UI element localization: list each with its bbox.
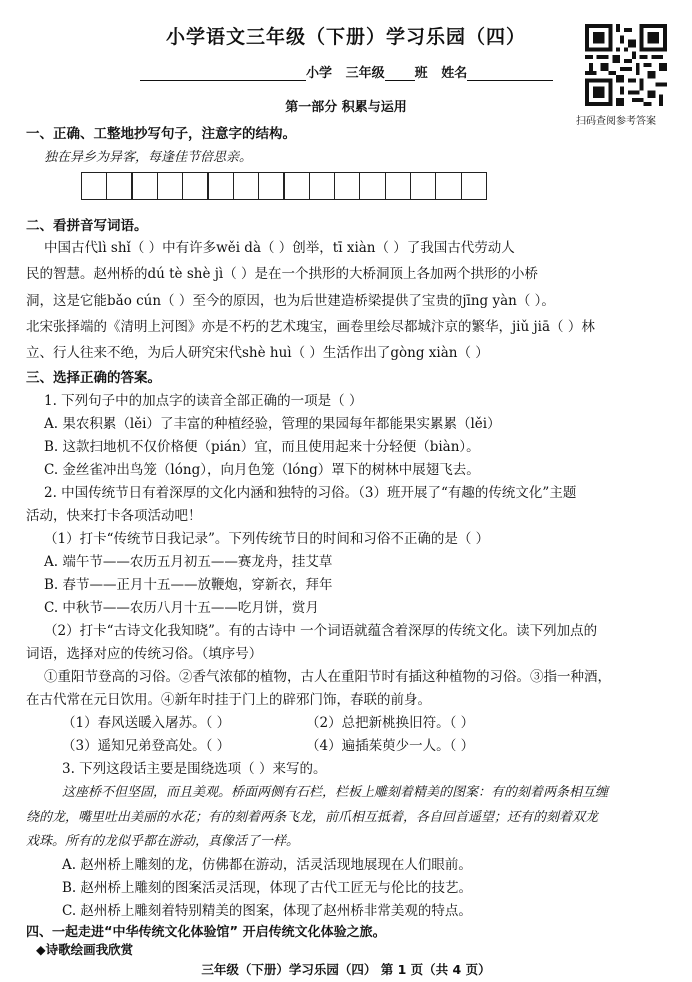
section3-heading: 三、选择正确的答案。 <box>26 370 161 386</box>
school-blank[interactable] <box>140 66 306 81</box>
pinyin-line-1: 中国古代lì shǐ（ ）中有许多wěi dà（ ）创举，tī xiàn（ ）了我国古代劳动人 <box>44 240 515 256</box>
part-title: 第一部分 积累与运用 <box>285 100 407 115</box>
q1-option-a: A. 果农积累（lěi）了丰富的种植经验，管理的果园每年都能果实累累（lěi） <box>44 416 501 432</box>
grid-cell[interactable] <box>385 172 412 200</box>
name-label: 姓名 <box>441 66 468 81</box>
copy-sentence: 独在异乡为异客，每逢佳节倍思亲。 <box>44 150 253 165</box>
grid-cell[interactable] <box>207 172 234 200</box>
grid-cell[interactable] <box>157 172 184 200</box>
poem-1: （1）春风送暖入屠苏。（ ） <box>62 715 231 731</box>
q2-sub1-stem: （1）打卡“传统节日我记录”。下列传统节日的时间和习俗不正确的是（ ） <box>44 531 490 547</box>
page-title: 小学语文三年级（下册）学习乐园（四） <box>165 26 526 48</box>
grid-cell[interactable] <box>131 172 158 200</box>
pinyin-line-4: 北宋张择端的《清明上河图》亦是不朽的艺术瑰宝，画卷里绘尽都城汴京的繁华，jiǔ jiā（ ）林 <box>26 319 595 335</box>
grid-cell[interactable] <box>461 172 488 200</box>
grid-cell[interactable] <box>258 172 285 200</box>
q3-stem: 3. 下列这段话主要是围绕选项（ ）来写的。 <box>62 761 327 777</box>
q1-stem: 1. 下列句子中的加点字的读音全部正确的一项是（ ） <box>44 393 363 409</box>
grid-cell[interactable] <box>283 172 310 200</box>
q2-intro-2: 活动，快来打卡各项活动吧！ <box>26 508 202 524</box>
writing-grid[interactable] <box>82 172 487 200</box>
pinyin-line-3: 洞，这是它能bǎo cún（ ）至今的原因，也为后世建造桥梁提供了宝贵的jīng yàn（ ）。 <box>26 293 555 309</box>
grid-cell[interactable] <box>106 172 133 200</box>
poem-3: （3）遥知兄弟登高处。（ ） <box>62 738 231 754</box>
customs-line-2: 在古代常在元日饮用。④新年时挂于门上的辟邪门饰，春联的前身。 <box>26 692 431 708</box>
page-footer: 三年级（下册）学习乐园（四） 第 1 页（共 4 页） <box>201 962 491 977</box>
pinyin-line-2: 民的智慧。赵州桥的dú tè shè jì（ ）是在一个拱形的大桥洞顶上各加两个拱形的小桥 <box>26 266 539 282</box>
customs-line-1: ①重阳节登高的习俗。②香气浓郁的植物，古人在重阳节时有插这种植物的习俗。③指一种酒， <box>44 669 611 685</box>
school-label: 小学 <box>306 66 333 81</box>
grade-label: 三年级 <box>345 66 385 81</box>
grid-cell[interactable] <box>334 172 361 200</box>
section4-sub: ◆诗歌绘画我欣赏 <box>36 942 134 957</box>
section4-heading: 四、一起走进“中华传统文化体验馆” 开启传统文化体验之旅。 <box>26 925 386 940</box>
q2-intro-1: 2. 中国传统节日有着深厚的文化内涵和独特的习俗。（3）班开展了“有趣的传统文化”主题 <box>44 485 577 501</box>
grid-cell[interactable] <box>233 172 260 200</box>
q3-passage-1: 这座桥不但坚固，而且美观。桥面两侧有石栏，栏板上雕刻着精美的图案：有的刻着两条相互缠 <box>62 785 609 800</box>
grid-cell[interactable] <box>182 172 209 200</box>
grid-cell[interactable] <box>435 172 462 200</box>
grid-cell[interactable] <box>410 172 437 200</box>
q2-sub1-option-b: B. 春节——正月十五——放鞭炮，穿新衣，拜年 <box>44 577 333 593</box>
poem-4: （4）遍插茱萸少一人。（ ） <box>306 738 475 754</box>
q1-option-c: C. 金丝雀冲出鸟笼（lóng），向月色笼（lóng）罩下的树林中展翅飞去。 <box>44 462 480 478</box>
grid-cell[interactable] <box>359 172 386 200</box>
poem-2: （2）总把新桃换旧符。（ ） <box>306 715 475 731</box>
section2-heading: 二、看拼音写词语。 <box>26 218 148 234</box>
q3-option-c: C. 赵州桥上雕刻着特别精美的图案，体现了赵州桥非常美观的特点。 <box>62 903 472 919</box>
q2-sub2-intro-1: （2）打卡“古诗文化我知晓”。有的古诗中 一个词语就蕴含着深厚的传统文化。读下列加点的 <box>44 623 598 639</box>
section1-heading: 一、正确、工整地抄写句子，注意字的结构。 <box>26 126 296 142</box>
name-blank[interactable] <box>467 66 553 81</box>
q3-passage-3: 戏珠。所有的龙似乎都在游动，真像活了一样。 <box>26 834 300 849</box>
student-info-line <box>140 62 553 81</box>
pinyin-line-5: 立、行人往来不绝，为后人研究宋代shè huì（ ）生活作出了gòng xiàn（ ） <box>26 345 489 361</box>
qr-caption: 扫码查阅参考答案 <box>576 116 656 127</box>
qr-code-icon[interactable] <box>585 24 667 106</box>
q1-option-b: B. 这款扫地机不仅价格便（pián）宜，而且使用起来十分轻便（biàn）。 <box>44 439 480 455</box>
q2-sub1-option-a: A. 端午节——农历五月初五——赛龙舟，挂艾草 <box>44 554 333 570</box>
q3-option-a: A. 赵州桥上雕刻的龙，仿佛都在游动，活灵活现地展现在人们眼前。 <box>62 857 472 873</box>
grid-cell[interactable] <box>81 172 108 200</box>
class-blank[interactable] <box>385 66 415 81</box>
grid-cell[interactable] <box>309 172 336 200</box>
q2-sub1-option-c: C. 中秋节——农历八月十五——吃月饼，赏月 <box>44 600 319 616</box>
q3-option-b: B. 赵州桥上雕刻的图案活灵活现，体现了古代工匠无与伦比的技艺。 <box>62 880 473 896</box>
class-label: 班 <box>414 66 428 81</box>
q3-passage-2: 绕的龙，嘴里吐出美丽的水花；有的刻着两条飞龙，前爪相互抵着，各自回首遥望；还有的刻着双龙 <box>26 810 599 825</box>
q2-sub2-intro-2: 词语，选择对应的传统习俗。（填序号） <box>26 646 263 662</box>
